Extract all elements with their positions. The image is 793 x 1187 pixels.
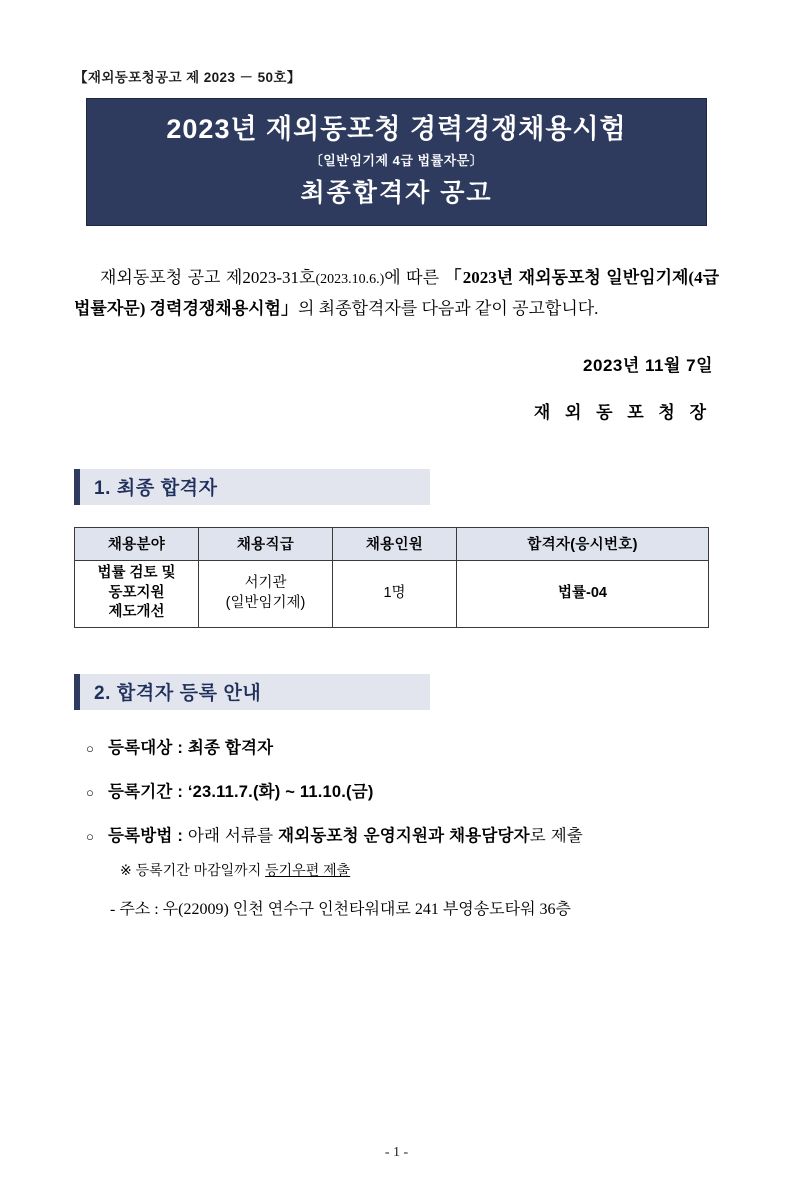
- note-mark-icon: ※: [120, 861, 132, 878]
- signature-block: [74, 351, 719, 423]
- intro-part4: 같이 공고합니다.: [474, 299, 599, 319]
- cell-field-line2: 동포지원: [108, 584, 165, 601]
- registration-method-label: 등록방법 :: [108, 826, 184, 845]
- registration-target-value: 최종 합격자: [187, 738, 274, 757]
- intro-bold1: 2023년 재외동포청: [462, 267, 601, 287]
- intro-paragraph: [74, 262, 719, 325]
- cell-grade-line2: (일반임기제): [225, 594, 306, 611]
- registration-method-post: 로 제출: [529, 826, 583, 845]
- signer-title: 재 외 동 포 청 장: [533, 402, 711, 422]
- header-field: 채용분야: [75, 527, 199, 560]
- issue-date: 2023년 11월 7일: [583, 355, 713, 375]
- list-item: [74, 778, 719, 802]
- intro-part1-small: (2023.10.6.): [315, 271, 385, 287]
- title-main-line2: 최종합격자 공고: [300, 178, 493, 207]
- registration-period-value: ‘23.11.7.(화) ~ 11.10.(금): [187, 782, 374, 801]
- note-text: 등록기간 마감일까지: [131, 861, 266, 878]
- section-2-label: 2. 합격자 등록 안내: [94, 683, 262, 705]
- cell-grade-line1: 서기관: [244, 575, 287, 592]
- circle-bullet-icon: ○: [86, 784, 94, 800]
- note-underlined-text: 등기우편 제출: [265, 861, 351, 878]
- table-header-row: [75, 527, 709, 560]
- registration-method-pre: 아래 서류를: [183, 826, 279, 845]
- cell-count: 1명: [333, 560, 457, 627]
- cell-grade: [199, 560, 333, 627]
- circle-bullet-icon: ○: [86, 828, 94, 844]
- document-page: [0, 66, 793, 1187]
- title-main-line1: 2023년 재외동포청 경력경쟁채용시험: [166, 114, 627, 144]
- cell-field-line3: 제도개선: [108, 604, 165, 621]
- header-grade: 채용직급: [199, 527, 333, 560]
- header-passer: 합격자(응시번호): [457, 527, 709, 560]
- registration-target: [108, 734, 273, 758]
- cell-field-line1: 법률 검토 및: [97, 565, 176, 582]
- header-count: 채용인원: [333, 527, 457, 560]
- intro-part2: 에 따른: [384, 267, 445, 287]
- list-item: [74, 734, 719, 758]
- registration-method: [108, 822, 583, 846]
- page-number: - 1 -: [384, 1145, 409, 1160]
- cell-passer: 법률-04: [457, 560, 709, 627]
- registration-address: - 주소 : 우(22009) 인천 연수구 인천타워대로 241 부영송도타워 36층: [110, 900, 572, 918]
- registration-target-label: 등록대상 :: [108, 738, 184, 757]
- intro-quote-open: 「: [444, 267, 463, 287]
- registration-method-value: 재외동포청 운영지원과 채용담당자: [278, 826, 530, 845]
- list-item: [74, 822, 719, 846]
- title-sub-line: 〔일반임기제 4급 법률자문〕: [309, 152, 484, 168]
- section-heading-2: [74, 674, 430, 710]
- intro-bold2: 일반임기제(4급 법률자문) 경력경쟁채용시험: [74, 267, 719, 319]
- cell-field: [75, 560, 199, 627]
- registration-list: [74, 734, 719, 919]
- registration-period: [108, 778, 374, 802]
- intro-part1: 재외동포청 공고 제2023-31호: [100, 267, 316, 287]
- notice-number: 【재외동포청공고 제 2023 － 50호】: [74, 70, 301, 85]
- circle-bullet-icon: ○: [86, 740, 94, 756]
- final-passers-table: [74, 527, 709, 628]
- table-row: [75, 560, 709, 627]
- section-heading-1: [74, 469, 430, 505]
- intro-part3: 의 최종합격자를 다음과: [297, 299, 471, 319]
- title-banner: [86, 98, 707, 226]
- intro-quote-close: 」: [280, 299, 298, 319]
- section-1-label: 1. 최종 합격자: [94, 478, 218, 500]
- registration-note: [74, 860, 719, 880]
- registration-period-label: 등록기간 :: [108, 782, 184, 801]
